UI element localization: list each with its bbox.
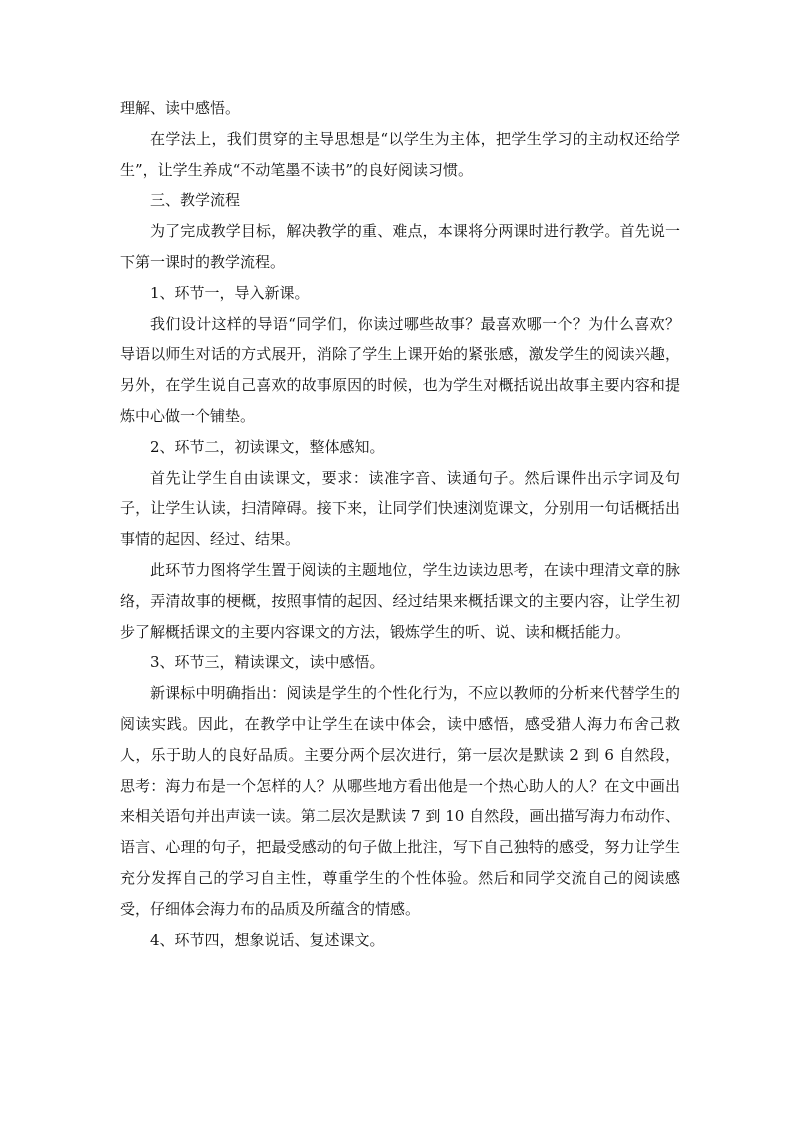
- document-page: [120, 93, 680, 955]
- paragraph-step-3: 新课标中明确指出：阅读是学生的个性化行为，不应以教师的分析来代替学生的阅读实践。因此，在教学中让学生在读中体会，读中感悟，感受猎人海力布舍己救人，乐于助人的良好品质。主要分两个层次进行，第一层次是默读 2 到 6 自然段，思考：海力布是一个怎样的人？从哪些地方看出他是一个热心助人的人？在文中画出来相关语句并出声读一读。第二层次是默读 7 到 10 自然段，画出描写海力布动作、语言、心理的句子，把最受感动的句子做上批注，写下自己独特的感受，努力让学生充分发挥自己的学习自主性，尊重学生的个性体验。然后和同学交流自己的阅读感受，仔细体会海力布的品质及所蕴含的情感。: [120, 684, 680, 918]
- paragraph-step-2-a: 首先让学生自由读课文，要求：读准字音、读通句子。然后课件出示字词及句子，让学生认读，扫清障碍。接下来，让同学们快速浏览课文，分别用一句话概括出事情的起因、经过、结果。: [120, 468, 680, 549]
- paragraph-learning-method: 在学法上，我们贯穿的主导思想是“以学生为主体，把学生学习的主动权还给学生”，让学生养成“不动笔墨不读书”的良好阅读习惯。: [120, 129, 680, 179]
- paragraph-process-intro: 为了完成教学目标，解决教学的重、难点，本课将分两课时进行教学。首先说一下第一课时的教学流程。: [120, 222, 680, 271]
- step-heading-4: 4、环节四，想象说话、复述课文。: [150, 930, 385, 949]
- step-heading-2: 2、环节二，初读课文，整体感知。: [150, 437, 385, 456]
- paragraph-step-2-b: 此环节力图将学生置于阅读的主题地位，学生边读边思考，在读中理清文章的脉络，弄清故事的梗概，按照事情的起因、经过结果来概括课文的主要内容，让学生初步了解概括课文的主要内容课文的方法，锻炼学生的听、说、读和概括能力。: [120, 560, 680, 641]
- section-heading-teaching-process: 三、教学流程: [150, 191, 241, 210]
- paragraph-step-1: 我们设计这样的导语“同学们，你读过哪些故事？最喜欢哪一个？为什么喜欢？导语以师生对话的方式展开，消除了学生上课开始的紧张感，激发学生的阅读兴趣，另外，在学生说自己喜欢的故事原因的时候，也为学生对概括说出故事主要内容和提炼中心做一个铺垫。: [120, 314, 680, 425]
- step-heading-3: 3、环节三，精读课文，读中感悟。: [150, 653, 385, 672]
- paragraph-continuation: 理解、读中感悟。: [120, 99, 241, 117]
- step-heading-1: 1、环节一，导入新课。: [150, 283, 310, 302]
